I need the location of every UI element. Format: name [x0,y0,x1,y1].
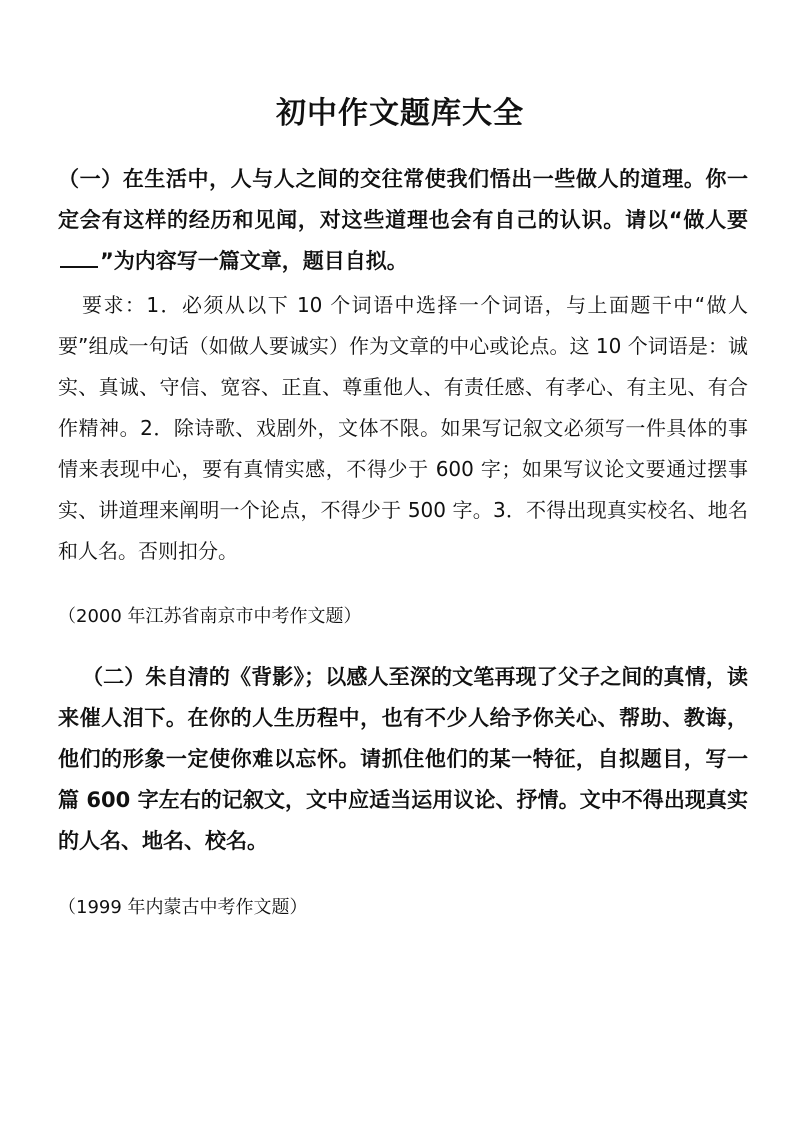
question2-source: （1999 年内蒙古中考作文题） [58,897,308,918]
question1-source: （2000 年江苏省南京市中考作文题） [58,606,362,627]
document-title: 初中作文题库大全 [276,96,524,131]
question2-prompt: （二）朱自清的《背影》；以感人至深的文笔再现了父子之间的真情，读来催人泪下。在你的人生历程中，也有不少人给予你关心、帮助、教诲，他们的形象一定使你难以忘怀。请抓住他们的某一特征，自拟题目，写一篇 600 字左右的记叙文，文中应适当运用议论、抒情。文中不得出现真实的人名、地名、校名。 [58,665,748,853]
fill-in-blank [60,248,98,268]
question1-prompt-part2: ”为内容写一篇文章，题目自拟。 [100,249,408,273]
question1-prompt-part1: （一）在生活中，人与人之间的交往常使我们悟出一些做人的道理。你一定会有这样的经历和见闻，对这些道理也会有自己的认识。请以“做人要 [58,167,748,232]
question1-prompt [58,159,748,282]
question1-requirements: 要求：1．必须从以下 10 个词语中选择一个词语，与上面题干中“做人要”组成一句话（如做人要诚实）作为文章的中心或论点。这 10 个词语是：诚实、真诚、守信、宽容、正直、尊重他人、有责任感、有孝心、有主见、有合作精神。2．除诗歌、戏剧外，文体不限。如果写记叙文必须写一件具体的事情来表现中心，要有真情实感，不得少于 600 字；如果写议论文要通过摆事实、讲道理来阐明一个论点，不得少于 500 字。3．不得出现真实校名、地名和人名。否则扣分。 [58,293,748,563]
